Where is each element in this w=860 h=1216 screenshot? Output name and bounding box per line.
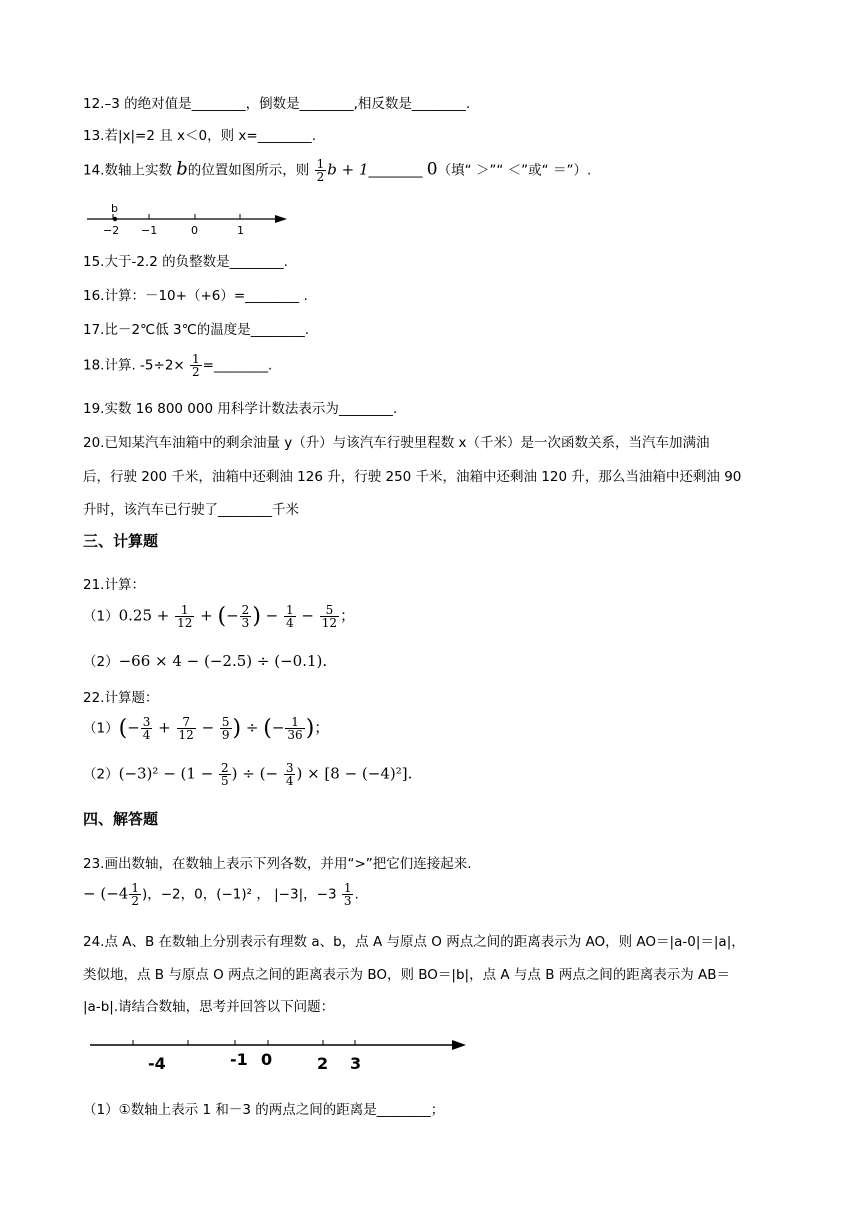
tick-label: −2 bbox=[103, 224, 120, 237]
question-14: 14.数轴上实数 b的位置如图所示，则 $\frac{1}{2}$ b + 1________ 0（填“ ＞”“ ＜”或“ ＝”）. bbox=[83, 157, 592, 184]
question-13: 13.若|x|=2 且 x＜0，则 x=________. bbox=[83, 128, 317, 144]
arrow-icon bbox=[452, 1040, 466, 1050]
fraction-one-half: $\frac{1}{2}$ bbox=[316, 157, 325, 184]
question-17: 17.比－2℃低 3℃的温度是________. bbox=[83, 322, 310, 338]
tick-label: 0 bbox=[261, 1050, 273, 1069]
question-22-part-2: （2）(−3)² − (1 − $\frac{2}{5}$ ) ÷ (− $\frac{3}{4}$ ) × [8 − (−4)²]. bbox=[83, 761, 413, 788]
tick-label: -1 bbox=[230, 1050, 248, 1069]
question-15: 15.大于-2.2 的负整数是________. bbox=[83, 254, 288, 270]
question-12: 12.–3 的绝对值是________，倒数是________,相反数是________. bbox=[83, 96, 471, 112]
question-16: 16.计算：－10+（+6）=________ . bbox=[83, 288, 308, 304]
question-23-numbers: − (−4 $\frac{1}{2}$ )，−2，0，(−1)² ， |−3|，−3 $\frac{1}{3}$ . bbox=[83, 881, 359, 908]
tick-label: 0 bbox=[191, 224, 198, 237]
question-24-line-3: |a-b|.请结合数轴，思考并回答以下问题： bbox=[83, 999, 335, 1015]
section-heading-4: 四、解答题 bbox=[83, 810, 159, 828]
arrow-icon bbox=[275, 215, 287, 223]
question-24-line-2: 类似地，点 B 与原点 O 两点之间的距离表示为 BO，则 BO＝|b|，点 A 与点 B 两点之间的距离表示为 AB＝ bbox=[83, 967, 731, 983]
question-21-part-2: （2）−66 × 4 − (−2.5) ÷ (−0.1). bbox=[83, 652, 328, 670]
question-20-line-2: 后，行驶 200 千米，油箱中还剩油 126 升，行驶 250 千米，油箱中还剩油 120 升，那么当油箱中还剩油 90 bbox=[83, 469, 742, 485]
question-22-title: 22.计算题： bbox=[83, 690, 159, 706]
question-22-part-1: （1）(− $\frac{3}{4}$ + $\frac{7}{12}$ − $\frac{5}{9}$ ) ÷ (− $\frac{1}{36}$ )； bbox=[83, 715, 330, 742]
tick-label: 2 bbox=[317, 1054, 329, 1073]
section-heading-3: 三、计算题 bbox=[83, 532, 159, 550]
number-line-q24 bbox=[88, 1030, 473, 1075]
question-24-subquestion-1: （1）①数轴上表示 1 和－3 的两点之间的距离是________； bbox=[83, 1102, 445, 1118]
tick-label: −1 bbox=[141, 224, 158, 237]
tick-label: 1 bbox=[237, 224, 244, 237]
number-line-q14 bbox=[83, 198, 298, 238]
fraction-one-half: $\frac{1}{2}$ bbox=[192, 352, 200, 379]
question-18: 18.计算. -5÷2× $\frac{1}{2}$ =________. bbox=[83, 352, 273, 379]
question-24-line-1: 24.点 A、B 在数轴上分别表示有理数 a、b，点 A 与原点 O 两点之间的距离表示为 AO，则 AO＝|a-0|＝|a|， bbox=[83, 934, 745, 950]
question-19: 19.实数 16 800 000 用科学计数法表示为________. bbox=[83, 401, 398, 417]
point-b-label: b bbox=[111, 202, 118, 215]
question-20-line-1: 20.已知某汽车油箱中的剩余油量 y（升）与该汽车行驶里程数 x（千米）是一次函数关系，当汽车加满油 bbox=[83, 435, 710, 451]
tick-label: -4 bbox=[148, 1054, 166, 1073]
point-b bbox=[113, 217, 117, 221]
tick-label: 3 bbox=[350, 1054, 362, 1073]
question-21-part-1: （1）0.25 + $\frac{1}{12}$ + (− $\frac{2}{3}$ ) − $\frac{1}{4}$ − $\frac{5}{12}$ ； bbox=[83, 603, 356, 630]
question-20-line-3: 升时，该汽车已行驶了________千米 bbox=[83, 502, 299, 518]
question-23-title: 23.画出数轴，在数轴上表示下列各数，并用“>”把它们连接起来. bbox=[83, 856, 472, 872]
question-21-title: 21.计算： bbox=[83, 577, 145, 593]
variable-b: b bbox=[176, 158, 188, 180]
